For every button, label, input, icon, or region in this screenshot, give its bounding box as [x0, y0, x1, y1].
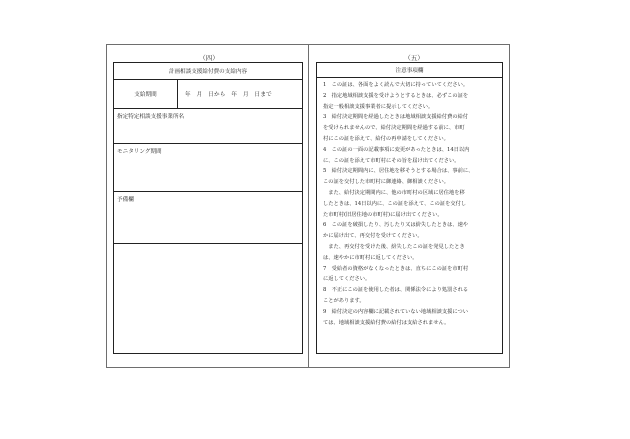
blank-row [114, 244, 302, 353]
notes-line: この証を交付した市町村に御連絡、御相談ください。 [323, 179, 449, 186]
notes-line: 4 この証の一面の記載事項に変更があったときは、14日以内 [323, 146, 470, 153]
benefit-content-table [113, 62, 303, 354]
notes-line: 7 受給者の資格がなくなったときは、直ちにこの証を市町村 [323, 265, 469, 272]
notes-line: かに届け出て、再交付を受けてください。 [323, 233, 423, 240]
notes-list [317, 78, 502, 328]
notes-line: 2 指定地域相談支援を受けようとするときは、必ずこの証を [323, 92, 469, 99]
notes-line: 6 この証を破損したり、汚したり又は紛失したときは、速や [323, 222, 469, 229]
right-page-number: （五） [404, 54, 424, 62]
page-divider [308, 44, 309, 368]
period-label: 支給期間 [114, 80, 178, 108]
notes-line: また、給付決定期間内に、他の市町村の区域に居住地を移 [323, 189, 465, 196]
notes-line: 8 不正にこの証を使用した者は、関係法令により処罰される [323, 287, 469, 294]
reserve-label: 予備欄 [117, 197, 134, 203]
section-title-row [114, 63, 302, 80]
period-row [114, 80, 302, 109]
notes-line: た市町村(旧居住地の市町村)に届け出てください。 [323, 211, 443, 218]
notes-line: を受けられませんので、給付決定期間を経過する前に、市町 [323, 125, 465, 132]
notes-line: したときは、14日以内に、この証を添えて、この証を交付し [323, 200, 467, 207]
notes-line: 指定一般相談支援事業者に提示してください。 [323, 103, 434, 110]
notes-line: に、この証を添えて市町村にその旨を届け出てください。 [323, 157, 460, 164]
notes-line: また、再交付を受けた後、紛失したこの証を発見したとき [323, 243, 465, 250]
monitoring-row [114, 144, 302, 192]
provider-row [114, 109, 302, 144]
notes-box [316, 62, 503, 354]
notes-line: 9 給付決定の内容欄に記載されていない地域相談支援につい [323, 308, 468, 315]
period-value: 年 月 日から 年 月 日まで [185, 92, 272, 98]
notes-line: ことがあります。 [323, 297, 365, 304]
provider-label: 指定特定相談支援事業所名 [117, 114, 185, 120]
notes-line: は、速やかに市町村に返してください。 [323, 254, 418, 261]
notes-line: に返してください。 [323, 276, 371, 283]
notes-line: 5 給付決定期間内に、居住地を移そうとする場合は、事前に、 [323, 168, 474, 175]
reserve-row [114, 192, 302, 244]
left-page-number: （四） [199, 54, 219, 62]
notes-title: 注意事項欄 [317, 63, 502, 78]
notes-line: ては、地域相談支援給付費の給付は支給されません。 [323, 319, 450, 326]
section-title: 計画相談支援給付費の支給内容 [168, 69, 248, 75]
notes-line: 1 この証は、各面をよく読んで大切に持っていてください。 [323, 82, 469, 88]
monitoring-label: モニタリング期間 [117, 149, 162, 155]
notes-line: 村にこの証を添えて、給付の再申請をしてください。 [323, 135, 449, 142]
notes-line: 3 給付決定期間を経過したときは地域相談支援給付費の給付 [323, 114, 469, 121]
